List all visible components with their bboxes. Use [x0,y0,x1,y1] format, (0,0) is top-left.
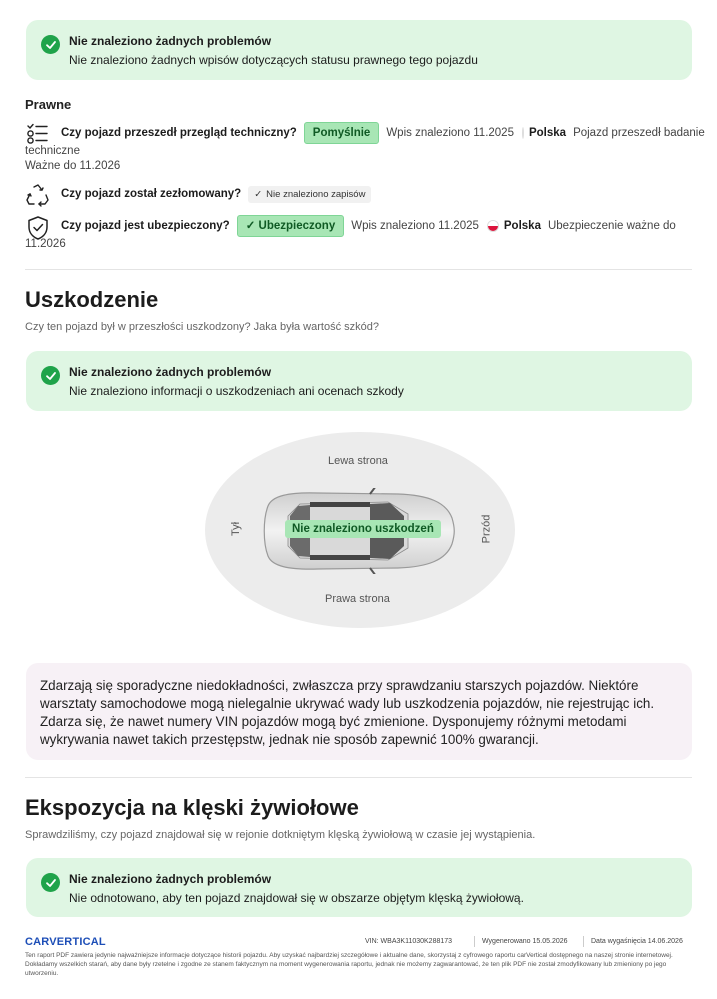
insured-status-text: Ubezpieczony [258,220,336,232]
ok-box-text: Nie odnotowano, aby ten pojazd znajdował się w obszarze objętym klęską żywiołową. [69,891,524,905]
insured-detail: Ubezpieczenie ważne do [547,220,676,232]
inspection-detail-cont: techniczne [25,145,80,157]
disclaimer-note: Zdarzają się sporadyczne niedokładności, zwłaszcza przy sprawdzaniu starszych pojazdów. Niektóre warsztaty samochodowe mogą nielegalnie ukrywać wady lub uszkodzenia pojazdów, nie rejestrując ich. Zdarza się, że nawet numery VIN pojazdów mogą być zmienione. Dysponujemy różnymi metodami wykrywania nawet takich przestępstw, jednak nie sposób zapewnić 100% gwarancji. [26,663,692,760]
disaster-subtitle: Sprawdziliśmy, czy pojazd znajdował się w rejonie dotkniętym klęską żywiołową w czasie jej wystąpienia. [25,829,536,841]
poland-flag-icon [522,127,524,139]
ok-box-text: Nie znaleziono informacji o uszkodzeniach ani ocenach szkody [69,384,404,398]
insured-question: Czy pojazd jest ubezpieczony? [61,220,230,232]
inspection-status-badge: Pomyślnie [304,122,380,144]
ok-box-title: Nie znaleziono żadnych problemów [69,365,272,379]
check-circle-icon [41,873,60,892]
damage-ok-box [26,351,692,411]
scrapped-status-text: Nie znaleziono zapisów [266,188,366,200]
footer-generated: Wygenerowano 15.05.2026 [482,938,568,945]
inspection-row [25,122,705,174]
legal-status-ok-box [26,20,692,80]
section-divider [25,269,692,270]
disaster-ok-box [26,858,692,917]
damage-subtitle: Czy ten pojazd był w przeszłości uszkodzony? Jaka była wartość szkód? [25,321,379,333]
carvertical-logo: CARVERTICAL [25,936,106,948]
insured-valid-until: 11.2026 [25,238,66,250]
footer-vin: VIN: WBA3K11030K288173 [365,938,453,945]
footer-separator [474,936,475,947]
shield-check-icon [25,215,51,241]
inspection-country: Polska [528,127,567,139]
inspection-record: Wpis znaleziono 11.2025 [386,127,514,139]
no-damage-badge: Nie znaleziono uszkodzeń [285,520,441,538]
check-icon: ✓ [254,188,263,200]
inspection-valid-until: Ważne do 11.2026 [25,160,121,172]
insured-row [25,215,690,252]
insured-status-badge: ✓ Ubezpieczony [237,215,345,237]
ok-box-text: Nie znaleziono żadnych wpisów dotyczących statusu prawnego tego pojazdu [69,53,478,67]
disaster-heading: Ekspozycja na klęski żywiołowe [25,795,359,820]
section-divider [25,777,692,778]
check-circle-icon [41,35,60,54]
right-side-label: Prawa strona [325,593,390,605]
recycle-icon [25,183,51,209]
insured-country: Polska [503,220,541,232]
footer-disclaimer: Ten raport PDF zawiera jedynie najważniejsze informacje dotyczące historii pojazdu. Aby uzyskać najbardziej szczegółowe i aktualne dane, skorzystaj z cyfrowego raportu carVertical dostępnego na naszej stronie internetowej. Dokładamy wszelkich starań, aby dane były rzetelne i zgodne ze stanem faktycznym na moment wygenerowania raportu, jednak nie możemy zagwarantować, że ten plik PDF nie został zmodyfikowany lub zmieniony po jego utworzeniu. [25,952,673,977]
inspection-detail: Pojazd przeszedł badanie [573,127,705,139]
insured-record: Wpis znaleziono 11.2025 [351,220,479,232]
front-label: Przód [480,514,493,544]
scrapped-status-badge [248,186,371,203]
check-circle-icon [41,366,60,385]
scrapped-row [25,183,690,205]
ok-box-title: Nie znaleziono żadnych problemów [69,34,272,48]
rear-label: Tył [230,521,243,537]
scrapped-question: Czy pojazd został zezłomowany? [61,188,242,200]
poland-flag-icon [487,220,499,232]
footer-expiry: Data wygaśnięcia 14.06.2026 [591,938,683,945]
checklist-icon [25,122,51,148]
ok-box-title: Nie znaleziono żadnych problemów [69,872,272,886]
footer-separator [583,936,584,947]
inspection-question: Czy pojazd przeszedł przegląd techniczny? [61,127,297,139]
legal-section-label: Prawne [25,97,72,112]
damage-heading: Uszkodzenie [25,287,159,312]
left-side-label: Lewa strona [328,455,388,467]
